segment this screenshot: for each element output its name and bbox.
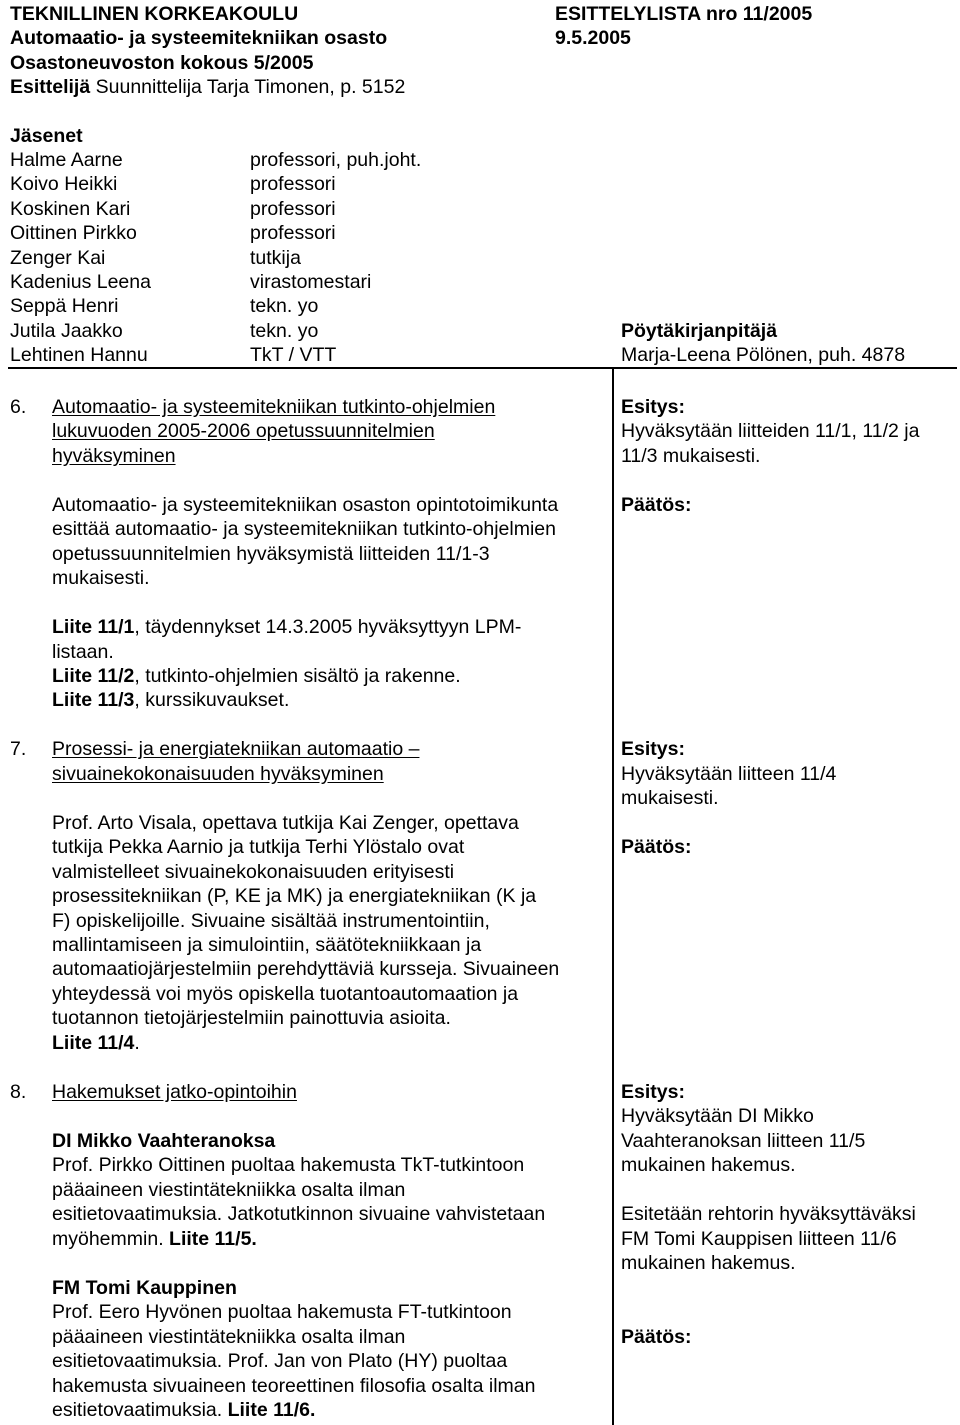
proposal-text: Hyväksytään liitteen 11/4 xyxy=(621,763,837,785)
member-role: tekn. yo xyxy=(250,320,319,342)
proposal-text: Hyväksytään DI Mikko xyxy=(621,1105,814,1127)
proposal-text: Esitetään rehtorin hyväksyttäväksi xyxy=(621,1203,916,1225)
proposal-text: mukaisesti. xyxy=(621,787,719,809)
item-body-line: prosessitekniikan (P, KE ja MK) ja energiatekniikan (K ja xyxy=(52,885,537,907)
decision-heading: Päätös: xyxy=(621,494,692,516)
members-heading: Jäsenet xyxy=(10,125,83,147)
proposal-heading: Esitys: xyxy=(621,1081,685,1103)
item-body-line: pääaineen viestintätekniikka osalta ilman xyxy=(52,1326,406,1348)
attachment-ref: Liite 11/6. xyxy=(227,1399,316,1421)
member-name: Jutila Jaakko xyxy=(10,320,123,342)
item-title: sivuainekokonaisuuden hyväksyminen xyxy=(52,763,384,785)
org-name: TEKNILLINEN KORKEAKOULU xyxy=(10,3,299,25)
item-body-line xyxy=(52,1398,315,1423)
member-role: TkT / VTT xyxy=(250,344,337,366)
attachment-desc: , kurssikuvaukset. xyxy=(134,689,290,711)
item-body-line: Prof. Eero Hyvönen puoltaa hakemusta FT-tutkintoon xyxy=(52,1301,512,1323)
item-body-line: tutkija Pekka Aarnio ja tutkija Terhi Ylöstalo ovat xyxy=(52,836,465,858)
item-title: lukuvuoden 2005-2006 opetussuunnitelmien xyxy=(52,420,435,442)
item-body-line: F) opiskelijoille. Sivuaine sisältää instrumentointiin, xyxy=(52,910,490,932)
attachment-ref: Liite 11/2 xyxy=(52,665,135,687)
applicant-name: FM Tomi Kauppinen xyxy=(52,1277,237,1299)
attachment-ref: Liite 11/1 xyxy=(52,616,135,638)
member-name: Oittinen Pirkko xyxy=(10,222,137,244)
attachment-ref: Liite 11/3 xyxy=(52,689,135,711)
member-role: professori xyxy=(250,222,336,244)
item-number: 8. xyxy=(10,1081,27,1103)
attachment-line xyxy=(52,664,461,689)
meeting-title: Osastoneuvoston kokous 5/2005 xyxy=(10,52,314,74)
proposal-text: FM Tomi Kauppisen liitteen 11/6 xyxy=(621,1228,897,1250)
item-body-line: automaatiojärjestelmiin perehdyttäviä kursseja. Sivuaineen xyxy=(52,958,560,980)
item-body-line: esitietovaatimuksia. Jatkotutkinnon sivuaine vahvistetaan xyxy=(52,1203,546,1225)
item-body-line xyxy=(52,1227,257,1252)
attachment-desc: , täydennykset 14.3.2005 hyväksyttyyn LPM- xyxy=(134,616,522,638)
header-separator xyxy=(8,367,957,369)
item-body-line: Automaatio- ja systeemitekniikan osaston opintotoimikunta xyxy=(52,494,559,516)
member-name: Kadenius Leena xyxy=(10,271,151,293)
presenter-name: Suunnittelija Tarja Timonen, p. 5152 xyxy=(95,76,406,98)
proposal-text: mukainen hakemus. xyxy=(621,1154,796,1176)
item-body-line: mallintamiseen ja simulointiin, säätötekniikkaan ja xyxy=(52,934,482,956)
item-body-line: Prof. Pirkko Oittinen puoltaa hakemusta TkT-tutkintoon xyxy=(52,1154,525,1176)
member-name: Zenger Kai xyxy=(10,247,106,269)
member-role: tekn. yo xyxy=(250,295,319,317)
attachment-desc: listaan. xyxy=(52,641,114,663)
member-name: Koivo Heikki xyxy=(10,173,118,195)
secretary-heading: Pöytäkirjanpitäjä xyxy=(621,320,778,342)
item-body-line: Prof. Arto Visala, opettava tutkija Kai Zenger, opettava xyxy=(52,812,519,834)
member-role: professori xyxy=(250,173,336,195)
item-body-line: mukaisesti. xyxy=(52,567,150,589)
item-body-line: tuotannon tietojärjestelmiin painottuvia asioita. xyxy=(52,1007,451,1029)
secretary-name: Marja-Leena Pölönen, puh. 4878 xyxy=(621,344,906,366)
attachment-line xyxy=(52,1031,140,1056)
attachment-suffix: . xyxy=(134,1032,140,1054)
proposal-heading: Esitys: xyxy=(621,396,685,418)
item-title: Prosessi- ja energiatekniikan automaatio – xyxy=(52,738,420,760)
attachment-ref: Liite 11/4 xyxy=(52,1032,135,1054)
item-body-line: yhteydessä voi myös opiskella tuotantoautomaation ja xyxy=(52,983,519,1005)
item-body-line: pääaineen viestintätekniikka osalta ilman xyxy=(52,1179,406,1201)
member-name: Koskinen Kari xyxy=(10,198,131,220)
member-name: Halme Aarne xyxy=(10,149,123,171)
proposal-text: 11/3 mukaisesti. xyxy=(621,445,761,467)
item-body-line: valmistelleet sivuainekokonaisuuden erityisesti xyxy=(52,861,455,883)
item-title: Hakemukset jatko-opintoihin xyxy=(52,1081,297,1103)
item-body-line: opetussuunnitelmien hyväksymistä liitteiden 11/1-3 xyxy=(52,543,490,565)
member-role: professori, puh.joht. xyxy=(250,149,422,171)
member-role: virastomestari xyxy=(250,271,372,293)
member-name: Lehtinen Hannu xyxy=(10,344,148,366)
decision-heading: Päätös: xyxy=(621,836,692,858)
presenter-line xyxy=(10,75,405,100)
item-number: 6. xyxy=(10,396,27,418)
column-divider xyxy=(612,367,614,1425)
attachment-ref: Liite 11/5. xyxy=(169,1228,257,1250)
agenda-date: 9.5.2005 xyxy=(555,27,631,49)
agenda-number: ESITTELYLISTA nro 11/2005 xyxy=(555,3,813,25)
body-text: myöhemmin. xyxy=(52,1228,170,1250)
proposal-heading: Esitys: xyxy=(621,738,685,760)
item-body-line: esitietovaatimuksia. Prof. Jan von Plato (HY) puoltaa xyxy=(52,1350,508,1372)
proposal-text: mukainen hakemus. xyxy=(621,1252,796,1274)
item-title: Automaatio- ja systeemitekniikan tutkinto-ohjelmien xyxy=(52,396,496,418)
applicant-name: DI Mikko Vaahteranoksa xyxy=(52,1130,276,1152)
member-name: Seppä Henri xyxy=(10,295,119,317)
item-body-line: esittää automaatio- ja systeemitekniikan tutkinto-ohjelmien xyxy=(52,518,557,540)
attachment-desc: , tutkinto-ohjelmien sisältö ja rakenne. xyxy=(134,665,461,687)
item-title: hyväksyminen xyxy=(52,445,176,467)
proposal-text: Vaahteranoksan liitteen 11/5 xyxy=(621,1130,866,1152)
attachment-line xyxy=(52,688,289,713)
body-text: esitietovaatimuksia. xyxy=(52,1399,228,1421)
decision-heading: Päätös: xyxy=(621,1326,692,1348)
presenter-label: Esittelijä xyxy=(10,76,91,98)
item-body-line: hakemusta sivuaineen teoreettinen filosofia osalta ilman xyxy=(52,1375,536,1397)
department-name: Automaatio- ja systeemitekniikan osasto xyxy=(10,27,388,49)
item-number: 7. xyxy=(10,738,27,760)
proposal-text: Hyväksytään liitteiden 11/1, 11/2 ja xyxy=(621,420,920,442)
member-role: professori xyxy=(250,198,336,220)
attachment-line xyxy=(52,615,521,640)
member-role: tutkija xyxy=(250,247,301,269)
